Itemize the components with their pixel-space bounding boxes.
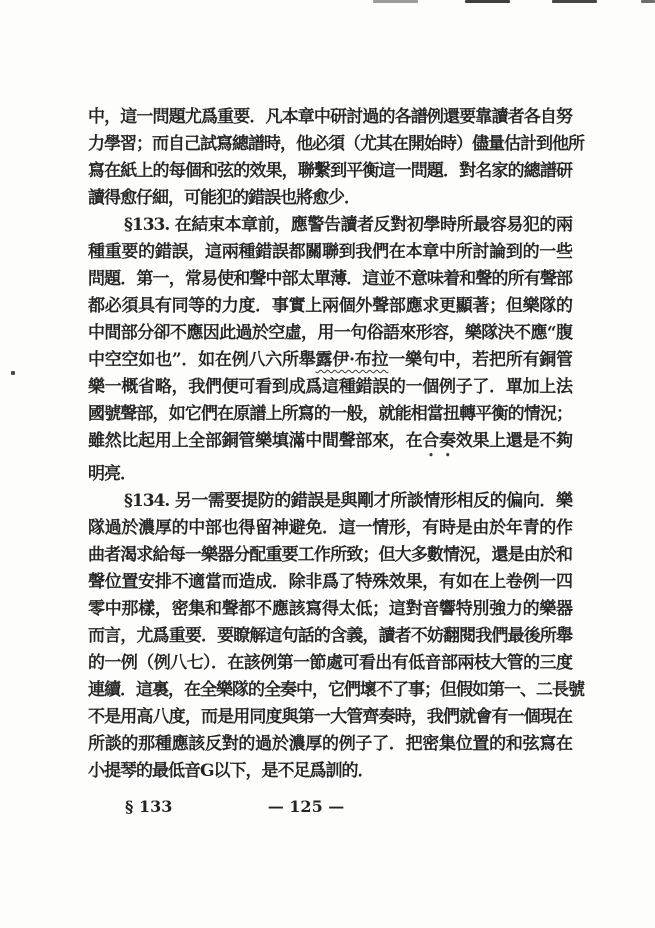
text-block [88,104,584,785]
text-line [88,596,572,623]
text-segment: 雖然比起用上全部銅管樂填滿中間聲部來，在 [88,431,423,451]
emphasis-dots: 合奏 [422,431,456,451]
text-segment: 明亮． [88,464,136,484]
text-line [88,623,572,650]
scan-dash [641,0,655,3]
text-segment: 問題．第一，常易使和聲中部太單薄．這並不意味着和聲的所有聲部 [88,269,572,289]
text-line [88,428,572,461]
text-line [88,677,584,704]
text-line [88,569,572,596]
footer-page-number: — 125 — [267,797,345,816]
text-line [88,374,572,401]
text-segment: 效果上還是不夠 [455,431,573,451]
text-line [88,515,572,542]
footer-section-number: § 133 [125,797,173,816]
text-line [88,293,572,320]
scan-dash [552,0,597,3]
text-line [88,542,572,569]
text-segment: 中空空如也”．如在例八六所舉 [88,350,316,370]
text-line [88,758,572,785]
text-segment: §134. 另一需要提防的錯誤是與剛才所談情形相反的偏向．樂 [124,491,572,511]
text-line [88,461,572,488]
text-line [88,212,572,239]
text-line [88,104,572,131]
text-line [88,650,572,677]
text-segment: 不是用高八度，而是用同度與第一大管齊奏時，我們就會有一個現在 [88,707,572,727]
page-footer [0,797,655,821]
text-segment: 中間部分卻不應因此過於空虛，用一句俗語來形容，樂隊決不應“腹 [88,323,572,343]
text-segment: 零中那樣，密集和聲都不應該寫得太低；這對音響特別強力的樂器 [88,599,572,619]
text-line [88,131,584,158]
text-segment: 而言，尤爲重要．要瞭解這句話的含義，讀者不妨翻閱我們最後所舉 [88,626,572,646]
proper-noun-underline: 露伊·布拉 [315,350,389,370]
text-segment: 的一例（例八七）．在該例第一節處可看出有低音部兩枝大管的三度 [88,653,572,673]
text-segment: 種重要的錯誤，這兩種錯誤都關聯到我們在本章中所討論到的一些 [88,242,572,262]
scan-dash [373,0,418,3]
text-segment: 力學習；而自己試寫總譜時，他必須（尤其在開始時）儘量估計到他所 [88,134,584,154]
text-line [88,320,572,347]
text-line [88,704,572,731]
text-segment: 寫在紙上的每個和弦的效果，聯繫到平衡這一問題．對名家的總譜研 [88,161,572,181]
text-segment: 一樂句中，若把所有銅管 [388,350,573,370]
text-segment: 連續．這裏，在全樂隊的全奏中，它們壞不了事；但假如第一、二長號 [88,680,584,700]
text-segment: 曲者渴求給每一樂器分配重要工作所致；但大多數情況，還是由於和 [88,545,572,565]
scan-dash [465,0,510,3]
text-segment: 樂一概省略，我們便可看到成爲這種錯誤的一個例子了．單加上法 [88,377,572,397]
text-line [88,185,572,212]
text-segment: 讀得愈仔細，可能犯的錯誤也將愈少． [88,188,360,208]
text-line [88,401,572,428]
text-segment: 聲位置安排不適當而造成．除非爲了特殊效果，有如在上卷例一四 [88,572,572,592]
text-line [88,347,572,374]
text-segment: 隊過於濃厚的中部也得留神避免．這一情形，有時是由於年青的作 [88,518,572,538]
text-line [88,266,572,293]
text-line [88,488,572,515]
text-line [88,239,572,266]
text-segment: 國號聲部，如它們在原譜上所寫的一般，就能相當扭轉平衡的情況； [88,404,572,424]
text-line [88,731,572,758]
scan-speck [11,371,15,375]
text-segment: 都必須具有同等的力度．事實上兩個外聲部應求更顯著；但樂隊的 [88,296,572,316]
text-segment: 小提琴的最低音G以下，是不足爲訓的． [88,761,374,781]
text-segment: §133. 在結束本章前，應警告讀者反對初學時所最容易犯的兩 [124,215,572,235]
text-segment: 所談的那種應該反對的過於濃厚的例子了．把密集位置的和弦寫在 [88,734,572,754]
text-segment: 中，這一問題尤爲重要．凡本章中研討過的各譜例還要靠讀者各自努 [88,107,572,127]
text-line [88,158,572,185]
